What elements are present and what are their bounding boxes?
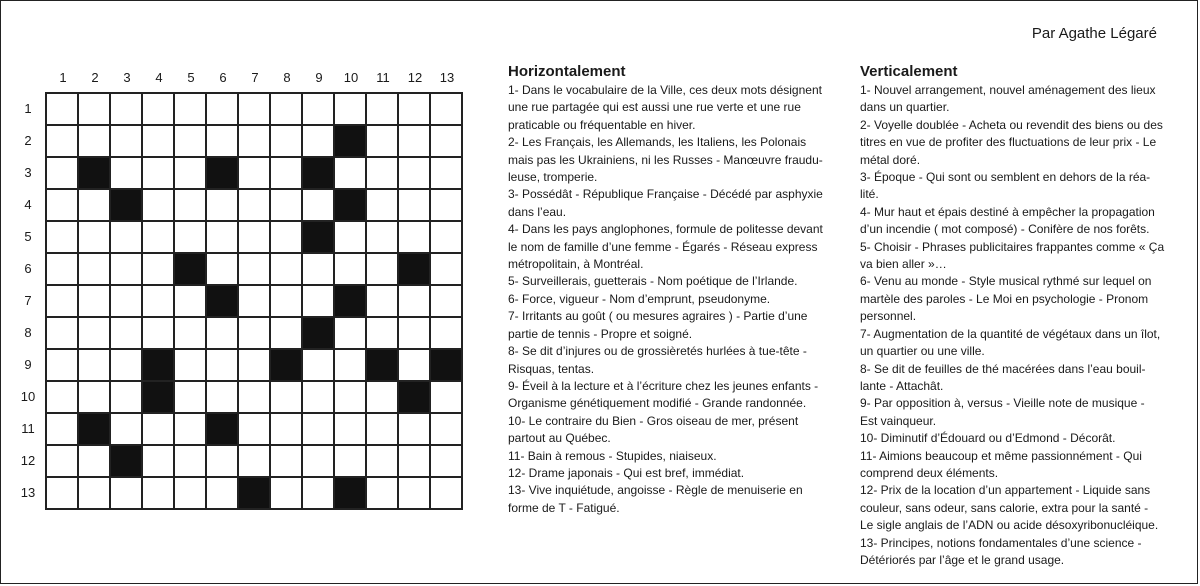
vertical-clue-list [860,82,1170,569]
grid-cell[interactable] [239,446,271,478]
grid-cell[interactable] [47,350,79,382]
clue-line: 7- Augmentation de la quantité de végétaux dans un îlot, [860,326,1161,341]
horizontal-clues [508,63,830,517]
clue-line: 8- Se dit d’injures ou de grossièretés hurlées à tue-tête - [508,344,807,359]
grid-cell[interactable] [239,382,271,414]
grid-cell[interactable] [207,318,239,350]
row-number: 7 [24,293,32,308]
grid-cell[interactable] [271,126,303,158]
grid-cell[interactable] [431,478,463,510]
clue-line: 2- Les Français, les Allemands, les Italiens, les Polonais [508,135,807,150]
clue-line: 10- Diminutif d’Édouard ou d’Edmond - Décorât. [860,431,1116,446]
grid-cell[interactable] [47,126,79,158]
grid-cell[interactable] [47,286,79,318]
grid-cell[interactable] [111,318,143,350]
black-cell [207,286,239,318]
grid-cell[interactable] [367,318,399,350]
grid-cell[interactable] [431,446,463,478]
grid-cell[interactable] [367,126,399,158]
grid-cell[interactable] [79,254,111,286]
clue-line: 12- Prix de la location d’un appartement - Liquide sans [860,483,1151,498]
grid-cell[interactable] [367,286,399,318]
grid-cell[interactable] [271,446,303,478]
grid-cell[interactable] [367,382,399,414]
grid-cell[interactable] [335,414,367,446]
clue-line: 5- Choisir - Phrases publicitaires frappantes comme « Ça [860,239,1165,254]
grid-cell[interactable] [79,318,111,350]
column-number: 9 [315,70,323,85]
grid-cell[interactable] [207,190,239,222]
grid-cell[interactable] [175,478,207,510]
grid-cell[interactable] [335,318,367,350]
grid-cell[interactable] [399,318,431,350]
grid-cell[interactable] [47,94,79,126]
grid-cell[interactable] [399,446,431,478]
row-number: 11 [21,421,35,436]
clue-line: dans un quartier. [860,100,950,115]
grid-cell[interactable] [367,446,399,478]
grid-cell[interactable] [143,94,175,126]
grid-cell[interactable] [399,350,431,382]
grid-cell[interactable] [143,414,175,446]
grid-cell[interactable] [303,446,335,478]
grid-cell[interactable] [239,254,271,286]
column-number: 8 [283,70,291,85]
grid-cell[interactable] [175,190,207,222]
grid-cell[interactable] [207,350,239,382]
grid-cell[interactable] [431,318,463,350]
grid-cell[interactable] [47,382,79,414]
clue-line: 3- Possédât - République Française - Décédé par asphyxie [508,187,823,202]
grid-cell[interactable] [175,414,207,446]
black-cell [207,414,239,446]
grid-cell[interactable] [111,222,143,254]
black-cell [303,158,335,190]
grid-cell[interactable] [143,318,175,350]
column-numbers [45,70,465,86]
grid-cell[interactable] [79,478,111,510]
row-numbers [15,93,41,511]
grid-cell[interactable] [303,286,335,318]
grid-cell[interactable] [79,190,111,222]
clue-line: forme de T - Fatigué. [508,500,620,515]
grid-cell[interactable] [303,254,335,286]
column-number: 3 [123,70,131,85]
clue-line: leuse, tromperie. [508,170,598,185]
grid-cell[interactable] [239,126,271,158]
grid-cell[interactable] [143,286,175,318]
grid-cell[interactable] [79,350,111,382]
grid-cell[interactable] [239,414,271,446]
grid-cell[interactable] [271,190,303,222]
clue-line: Risquas, tentas. [508,361,595,376]
black-cell [79,158,111,190]
clue-line: lité. [860,187,879,202]
grid-cell[interactable] [79,446,111,478]
grid-cell[interactable] [367,158,399,190]
grid-cell[interactable] [431,222,463,254]
row-number: 1 [24,101,32,116]
grid-cell[interactable] [303,350,335,382]
clue-line: partout au Québec. [508,431,611,446]
grid-cell[interactable] [143,126,175,158]
black-cell [367,350,399,382]
grid-cell[interactable] [111,382,143,414]
row-number: 13 [20,485,36,500]
grid-cell[interactable] [335,254,367,286]
grid-cell[interactable] [367,222,399,254]
grid-cell[interactable] [175,94,207,126]
grid-cell[interactable] [431,286,463,318]
grid-cell[interactable] [335,382,367,414]
row-number: 4 [24,197,32,212]
grid-cell[interactable] [271,414,303,446]
grid-cell[interactable] [239,222,271,254]
author-credit: Par Agathe Légaré [1031,25,1157,42]
grid-cell[interactable] [239,158,271,190]
grid-cell[interactable] [111,478,143,510]
grid-cell[interactable] [271,382,303,414]
row-number: 9 [24,357,32,372]
clue-line: 1- Nouvel arrangement, nouvel aménagement des lieux [860,83,1156,97]
column-number: 4 [155,70,163,85]
black-cell [399,382,431,414]
grid-cell[interactable] [207,382,239,414]
clue-line: 11- Aimions beaucoup et même passionnément - Qui [860,448,1142,463]
black-cell [111,190,143,222]
clue-line: métal doré. [860,152,921,167]
grid-cell[interactable] [399,222,431,254]
grid-cell[interactable] [79,94,111,126]
column-number: 10 [343,70,359,85]
clue-line: martèle des paroles - Le Moi en psychologie - Pronom [860,291,1149,306]
clue-line: Organisme génétiquement modifié - Grande randonnée. [508,396,807,411]
grid-cell[interactable] [175,382,207,414]
grid-cell[interactable] [335,350,367,382]
grid-cell[interactable] [47,478,79,510]
grid-cell[interactable] [303,382,335,414]
black-cell [239,478,271,510]
grid-cell[interactable] [175,222,207,254]
clue-line: 3- Époque - Qui sont ou semblent en dehors de la réa- [860,170,1151,185]
grid-cell[interactable] [207,126,239,158]
grid-cell[interactable] [175,318,207,350]
clue-line: Est vainqueur. [860,413,937,428]
grid-cell[interactable] [111,254,143,286]
grid-cell[interactable] [367,94,399,126]
column-number: 11 [376,70,390,85]
clue-line: Le sigle anglais de l’ADN ou acide désoxyribonucléique. [860,518,1159,533]
grid-cell[interactable] [143,190,175,222]
row-number: 6 [24,261,32,276]
grid-cell[interactable] [111,94,143,126]
row-number: 5 [24,229,32,244]
grid-cell[interactable] [47,318,79,350]
grid-cell[interactable] [207,222,239,254]
black-cell [303,318,335,350]
grid-cell[interactable] [239,318,271,350]
grid-cell[interactable] [271,158,303,190]
clue-line: couleur, sans odeur, sans calorie, extra pour la santé - [860,500,1149,515]
grid-cell[interactable] [175,446,207,478]
grid-cell[interactable] [431,382,463,414]
grid-cell[interactable] [303,190,335,222]
grid-cell[interactable] [431,190,463,222]
vertical-title: Verticalement [860,63,958,80]
column-number: 13 [439,70,455,85]
clue-line: un quartier ou une ville. [860,344,985,359]
clue-line: 2- Voyelle doublée - Acheta ou revendit des biens ou des [860,117,1163,132]
grid-cell[interactable] [79,286,111,318]
black-cell [335,190,367,222]
clue-line: une rue partagée qui est aussi une rue verte et une rue [508,100,801,115]
grid-cell[interactable] [111,126,143,158]
black-cell [175,254,207,286]
clue-line: 5- Surveillerais, guetterais - Nom poétique de l’Irlande. [508,274,798,289]
grid-cell[interactable] [79,382,111,414]
grid-cell[interactable] [111,350,143,382]
grid-cell[interactable] [175,286,207,318]
clue-line: 7- Irritants au goût ( ou mesures agraires ) - Partie d’une [508,309,808,324]
grid-cell[interactable] [143,254,175,286]
grid-cell[interactable] [431,414,463,446]
grid-cell[interactable] [175,350,207,382]
grid-cell[interactable] [399,478,431,510]
black-cell [335,286,367,318]
clue-line: 13- Principes, notions fondamentales d’une science - [860,535,1142,550]
grid-cell[interactable] [175,126,207,158]
grid-cell[interactable] [271,94,303,126]
column-number: 7 [251,70,259,85]
black-cell [431,350,463,382]
grid-cell[interactable] [303,94,335,126]
grid-cell[interactable] [207,478,239,510]
grid-cell[interactable] [431,94,463,126]
black-cell [143,382,175,414]
clue-line: 9- Éveil à la lecture et à l’écriture chez les jeunes enfants - [508,378,819,393]
grid-cell[interactable] [431,158,463,190]
row-number: 2 [24,133,32,148]
black-cell [79,414,111,446]
grid-cell[interactable] [271,254,303,286]
clue-line: 6- Force, vigueur - Nom d’emprunt, pseudonyme. [508,291,771,306]
grid-cell[interactable] [175,158,207,190]
clue-line: 6- Venu au monde - Style musical rythmé sur lequel on [860,274,1152,289]
grid-cell[interactable] [399,190,431,222]
grid-cell[interactable] [47,446,79,478]
clue-line: 10- Le contraire du Bien - Gros oiseau de mer, présent [508,413,799,428]
clue-line: comprend deux éléments. [860,465,999,480]
clue-line: 4- Dans les pays anglophones, formule de politesse devant [508,222,823,237]
grid-cell[interactable] [207,446,239,478]
clue-line: personnel. [860,309,917,324]
column-number: 5 [187,70,195,85]
grid-cell[interactable] [367,414,399,446]
column-number: 6 [219,70,227,85]
grid-cell[interactable] [271,478,303,510]
grid-cell[interactable] [335,158,367,190]
grid-cell[interactable] [111,158,143,190]
clue-line: partie de tennis - Propre et soigné. [508,326,693,341]
grid-cell[interactable] [239,350,271,382]
grid-cell[interactable] [335,222,367,254]
grid-cell[interactable] [431,126,463,158]
grid-cell[interactable] [47,414,79,446]
clue-line: Détériorés par l’âge et le grand usage. [860,552,1065,567]
clue-line: va bien aller »… [860,257,947,272]
grid-cell[interactable] [271,318,303,350]
column-number: 2 [91,70,99,85]
grid-cell[interactable] [431,254,463,286]
grid-cell[interactable] [239,94,271,126]
grid-cell[interactable] [79,126,111,158]
grid-cell[interactable] [47,254,79,286]
clue-line: mais pas les Ukrainiens, ni les Russes - Manœuvre fraudu- [508,152,823,167]
crossword-grid [45,92,463,510]
clue-line: titres en vue de profiter des fluctuations de leur prix - Le [860,135,1157,150]
grid-cell[interactable] [239,190,271,222]
grid-cell[interactable] [239,286,271,318]
grid-cell[interactable] [335,446,367,478]
clue-line: 8- Se dit de feuilles de thé macérées dans l’eau bouil- [860,361,1146,376]
grid-cell[interactable] [271,222,303,254]
black-cell [207,158,239,190]
clue-line: 1- Dans le vocabulaire de la Ville, ces deux mots désignent [508,83,822,97]
grid-cell[interactable] [207,254,239,286]
grid-cell[interactable] [335,94,367,126]
clue-line: lante - Attachât. [860,378,944,393]
grid-cell[interactable] [111,286,143,318]
grid-cell[interactable] [399,94,431,126]
row-number: 3 [24,165,32,180]
clue-line: 12- Drame japonais - Qui est bref, immédiat. [508,465,745,480]
grid-cell[interactable] [143,158,175,190]
column-number: 12 [407,70,423,85]
grid-cell[interactable] [303,478,335,510]
grid-cell[interactable] [143,478,175,510]
clue-line: d’un incendie ( mot composé) - Conifère de nos forêts. [860,222,1150,237]
row-number: 10 [20,389,36,404]
vertical-clues [860,63,1170,569]
black-cell [335,126,367,158]
column-number: 1 [59,70,67,85]
clue-line: praticable ou fréquentable en hiver. [508,117,696,132]
clue-line: métropolitain, à Montréal. [508,257,644,272]
horizontal-clue-list [508,82,830,517]
grid-cell[interactable] [399,126,431,158]
grid-cell[interactable] [143,446,175,478]
row-number: 12 [20,453,36,468]
black-cell [111,446,143,478]
horizontal-title: Horizontalement [508,63,626,80]
grid-cell[interactable] [79,222,111,254]
black-cell [143,350,175,382]
black-cell [303,222,335,254]
grid-cell[interactable] [207,94,239,126]
black-cell [399,254,431,286]
grid-cell[interactable] [303,126,335,158]
grid-cell[interactable] [47,158,79,190]
clue-line: 4- Mur haut et épais destiné à empêcher la propagation [860,204,1155,219]
clue-line: 9- Par opposition à, versus - Vieille note de musique - [860,396,1145,411]
grid-cell[interactable] [399,286,431,318]
grid-cell[interactable] [47,222,79,254]
clue-line: 13- Vive inquiétude, angoisse - Règle de menuiserie en [508,483,803,498]
grid-cell[interactable] [111,414,143,446]
black-cell [271,350,303,382]
grid-cell[interactable] [303,414,335,446]
row-number: 8 [24,325,32,340]
clue-line: 11- Bain à remous - Stupides, niaiseux. [508,448,717,463]
clue-line: dans l’eau. [508,204,567,219]
grid-cell[interactable] [399,158,431,190]
clue-line: le nom de famille d’une femme - Égarés - Réseau express [508,239,818,254]
grid-cell[interactable] [367,254,399,286]
grid-cell[interactable] [367,478,399,510]
grid-cell[interactable] [271,286,303,318]
grid-cell[interactable] [143,222,175,254]
black-cell [335,478,367,510]
grid-cell[interactable] [367,190,399,222]
grid-cell[interactable] [399,414,431,446]
grid-cell[interactable] [47,190,79,222]
